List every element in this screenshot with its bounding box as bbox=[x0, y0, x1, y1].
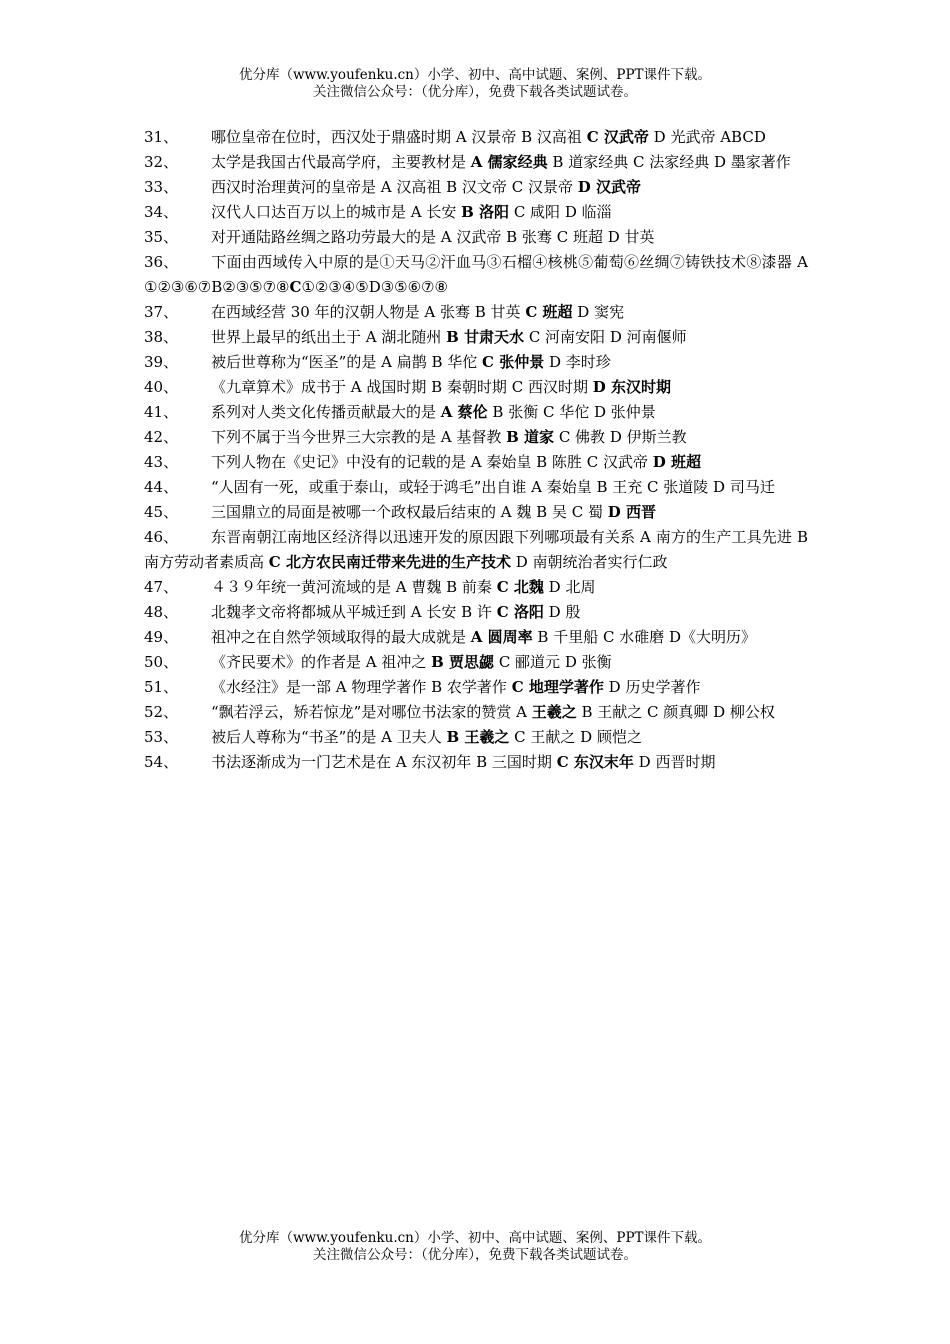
question-text: 书法逐渐成为一门艺术是在 A 东汉初年 B 三国时期 bbox=[211, 753, 557, 771]
header-line-1: 优分库（www.youfenku.cn）小学、初中、高中试题、案例、PPT课件下载。 bbox=[238, 67, 712, 83]
question-text: 太学是我国古代最高学府，主要教材是 bbox=[211, 153, 471, 171]
question-item bbox=[144, 300, 808, 325]
question-number: 41、 bbox=[144, 403, 179, 421]
question-text-tail: B 千里船 C 水碓磨 D《大明历》 bbox=[532, 628, 757, 646]
question-item bbox=[144, 525, 808, 575]
question-number: 42、 bbox=[144, 428, 179, 446]
question-text: 西汉时治理黄河的皇帝是 A 汉高祖 B 汉文帝 C 汉景帝 bbox=[211, 178, 578, 196]
question-answer: B 甘肃天水 bbox=[446, 328, 525, 346]
question-number: 38、 bbox=[144, 328, 179, 346]
question-text: 北魏孝文帝将都城从平城迁到 A 长安 B 许 bbox=[211, 603, 497, 621]
question-number: 46、 bbox=[144, 528, 179, 546]
question-text: 祖冲之在自然学领域取得的最大成就是 bbox=[211, 628, 471, 646]
question-text: 下列人物在《史记》中没有的记载的是 A 秦始皇 B 陈胜 C 汉武帝 bbox=[211, 453, 653, 471]
question-item bbox=[144, 625, 808, 650]
question-number: 35、 bbox=[144, 228, 179, 246]
question-item bbox=[144, 675, 808, 700]
question-answer: D 西晋 bbox=[607, 503, 656, 521]
question-text-tail: D 窦宪 bbox=[572, 303, 625, 321]
question-item bbox=[144, 475, 808, 500]
question-text-tail: C 郦道元 D 张衡 bbox=[494, 653, 612, 671]
question-text-tail: D 殷 bbox=[543, 603, 581, 621]
question-number: 32、 bbox=[144, 153, 179, 171]
question-text: 被后人尊称为“书圣”的是 A 卫夫人 bbox=[211, 728, 447, 746]
question-item bbox=[144, 325, 808, 350]
page-footer bbox=[0, 1230, 950, 1264]
question-item bbox=[144, 225, 808, 250]
question-answer: 王羲之 bbox=[531, 703, 577, 721]
question-text-tail: D 西晋时期 bbox=[633, 753, 716, 771]
question-number: 34、 bbox=[144, 203, 179, 221]
question-item bbox=[144, 600, 808, 625]
question-answer: D 东汉时期 bbox=[592, 378, 671, 396]
question-answer: B 道家 bbox=[506, 428, 555, 446]
question-item bbox=[144, 200, 808, 225]
question-text: 被后世尊称为“医圣”的是 A 扁鹊 B 华佗 bbox=[211, 353, 483, 371]
question-text: 在西域经营 30 年的汉朝人物是 A 张骞 B 甘英 bbox=[211, 303, 526, 321]
question-number: 54、 bbox=[144, 753, 179, 771]
question-answer: C bbox=[289, 278, 302, 296]
question-number: 40、 bbox=[144, 378, 179, 396]
question-answer: C 北方农民南迁带来先进的生产技术 bbox=[268, 553, 511, 571]
footer-line-1: 优分库（www.youfenku.cn）小学、初中、高中试题、案例、PPT课件下载。 bbox=[238, 1230, 712, 1246]
question-text-tail: D 北周 bbox=[543, 578, 596, 596]
question-number: 31、 bbox=[144, 128, 179, 146]
question-item bbox=[144, 125, 808, 150]
question-answer: A 蔡伦 bbox=[440, 403, 488, 421]
question-number: 49、 bbox=[144, 628, 179, 646]
question-answer: D 班超 bbox=[652, 453, 701, 471]
question-number: 52、 bbox=[144, 703, 179, 721]
question-answer: D 汉武帝 bbox=[577, 178, 641, 196]
question-answer: C 地理学著作 bbox=[511, 678, 604, 696]
question-text: 三国鼎立的局面是被哪一个政权最后结束的 A 魏 B 吴 C 蜀 bbox=[211, 503, 608, 521]
question-number: 53、 bbox=[144, 728, 179, 746]
question-number: 43、 bbox=[144, 453, 179, 471]
question-text: 哪位皇帝在位时，西汉处于鼎盛时期 A 汉景帝 B 汉高祖 bbox=[211, 128, 587, 146]
question-number: 33、 bbox=[144, 178, 179, 196]
question-text-tail: B 王献之 C 颜真卿 D 柳公权 bbox=[576, 703, 775, 721]
question-answer: A 圆周率 bbox=[470, 628, 533, 646]
question-item bbox=[144, 425, 808, 450]
question-number: 36、 bbox=[144, 253, 179, 271]
question-number: 39、 bbox=[144, 353, 179, 371]
question-answer: C 东汉末年 bbox=[556, 753, 634, 771]
question-item bbox=[144, 350, 808, 375]
question-answer: B 王羲之 bbox=[446, 728, 510, 746]
question-text: 下面由西域传入中原的是①天马②汗血马③石榴④核桃⑤葡萄⑥丝绸⑦铸铁技术⑧漆器 A①②③⑥⑦B②③⑤⑦⑧ bbox=[144, 253, 808, 296]
question-text-tail: D 南朝统治者实行仁政 bbox=[510, 553, 668, 571]
question-text-tail: D 历史学著作 bbox=[603, 678, 701, 696]
question-answer: C 张仲景 bbox=[482, 353, 545, 371]
question-answer: C 汉武帝 bbox=[586, 128, 649, 146]
page-header bbox=[0, 67, 950, 101]
question-text: “人固有一死，或重于泰山，或轻于鸿毛”出自谁 A 秦始皇 B 王充 C 张道陵 D 司马迁 bbox=[211, 478, 775, 496]
question-list bbox=[144, 125, 808, 775]
question-item bbox=[144, 725, 808, 750]
question-text: 东晋南朝江南地区经济得以迅速开发的原因跟下列哪项最有关系 A 南方的生产工具先进 B 南方劳动者素质高 bbox=[144, 528, 808, 571]
question-number: 48、 bbox=[144, 603, 179, 621]
question-text: 系列对人类文化传播贡献最大的是 bbox=[211, 403, 441, 421]
question-answer: B 洛阳 bbox=[461, 203, 510, 221]
question-answer: A 儒家经典 bbox=[470, 153, 548, 171]
question-number: 37、 bbox=[144, 303, 179, 321]
question-text: 汉代人口达百万以上的城市是 A 长安 bbox=[211, 203, 462, 221]
question-item bbox=[144, 450, 808, 475]
question-text: 《水经注》是一部 A 物理学著作 B 农学著作 bbox=[211, 678, 512, 696]
question-item bbox=[144, 750, 808, 775]
question-item bbox=[144, 700, 808, 725]
question-item bbox=[144, 250, 808, 300]
question-answer: B 贾思勰 bbox=[431, 653, 495, 671]
question-item bbox=[144, 175, 808, 200]
question-text: 对开通陆路丝绸之路功劳最大的是 A 汉武帝 B 张骞 C 班超 D 甘英 bbox=[211, 228, 655, 246]
question-text: 《齐民要术》的作者是 A 祖冲之 bbox=[211, 653, 432, 671]
question-answer: C 洛阳 bbox=[496, 603, 544, 621]
question-item bbox=[144, 500, 808, 525]
question-text-tail: D 李时珍 bbox=[544, 353, 611, 371]
question-text-tail: C 河南安阳 D 河南偃师 bbox=[524, 328, 687, 346]
question-item bbox=[144, 650, 808, 675]
question-text-tail: B 道家经典 C 法家经典 D 墨家著作 bbox=[547, 153, 791, 171]
question-text-tail: D 光武帝 ABCD bbox=[648, 128, 766, 146]
question-item bbox=[144, 575, 808, 600]
question-number: 47、 bbox=[144, 578, 179, 596]
question-number: 44、 bbox=[144, 478, 179, 496]
question-text-tail: C 王献之 D 顾恺之 bbox=[509, 728, 642, 746]
question-item bbox=[144, 400, 808, 425]
question-number: 50、 bbox=[144, 653, 179, 671]
question-item bbox=[144, 150, 808, 175]
question-number: 51、 bbox=[144, 678, 179, 696]
header-line-2: 关注微信公众号：（优分库），免费下载各类试题试卷。 bbox=[313, 84, 637, 100]
question-answer: C 班超 bbox=[525, 303, 573, 321]
footer-line-2: 关注微信公众号：（优分库），免费下载各类试题试卷。 bbox=[313, 1247, 637, 1263]
question-text-tail: B 张衡 C 华佗 D 张仲景 bbox=[487, 403, 656, 421]
question-answer: C 北魏 bbox=[496, 578, 544, 596]
question-text-tail: C 咸阳 D 临淄 bbox=[509, 203, 612, 221]
question-text: “飘若浮云，矫若惊龙”是对哪位书法家的赞赏 A bbox=[211, 703, 532, 721]
question-text: 《九章算术》成书于 A 战国时期 B 秦朝时期 C 西汉时期 bbox=[211, 378, 593, 396]
question-text: ４３９年统一黄河流域的是 A 曹魏 B 前秦 bbox=[211, 578, 497, 596]
question-text: 世界上最早的纸出土于 A 湖北随州 bbox=[211, 328, 447, 346]
question-text-tail: C 佛教 D 伊斯兰教 bbox=[554, 428, 687, 446]
question-text-tail: ①②③④⑤D③⑤⑥⑦⑧ bbox=[301, 278, 448, 296]
question-number: 45、 bbox=[144, 503, 179, 521]
question-text: 下列不属于当今世界三大宗教的是 A 基督教 bbox=[211, 428, 507, 446]
question-item bbox=[144, 375, 808, 400]
